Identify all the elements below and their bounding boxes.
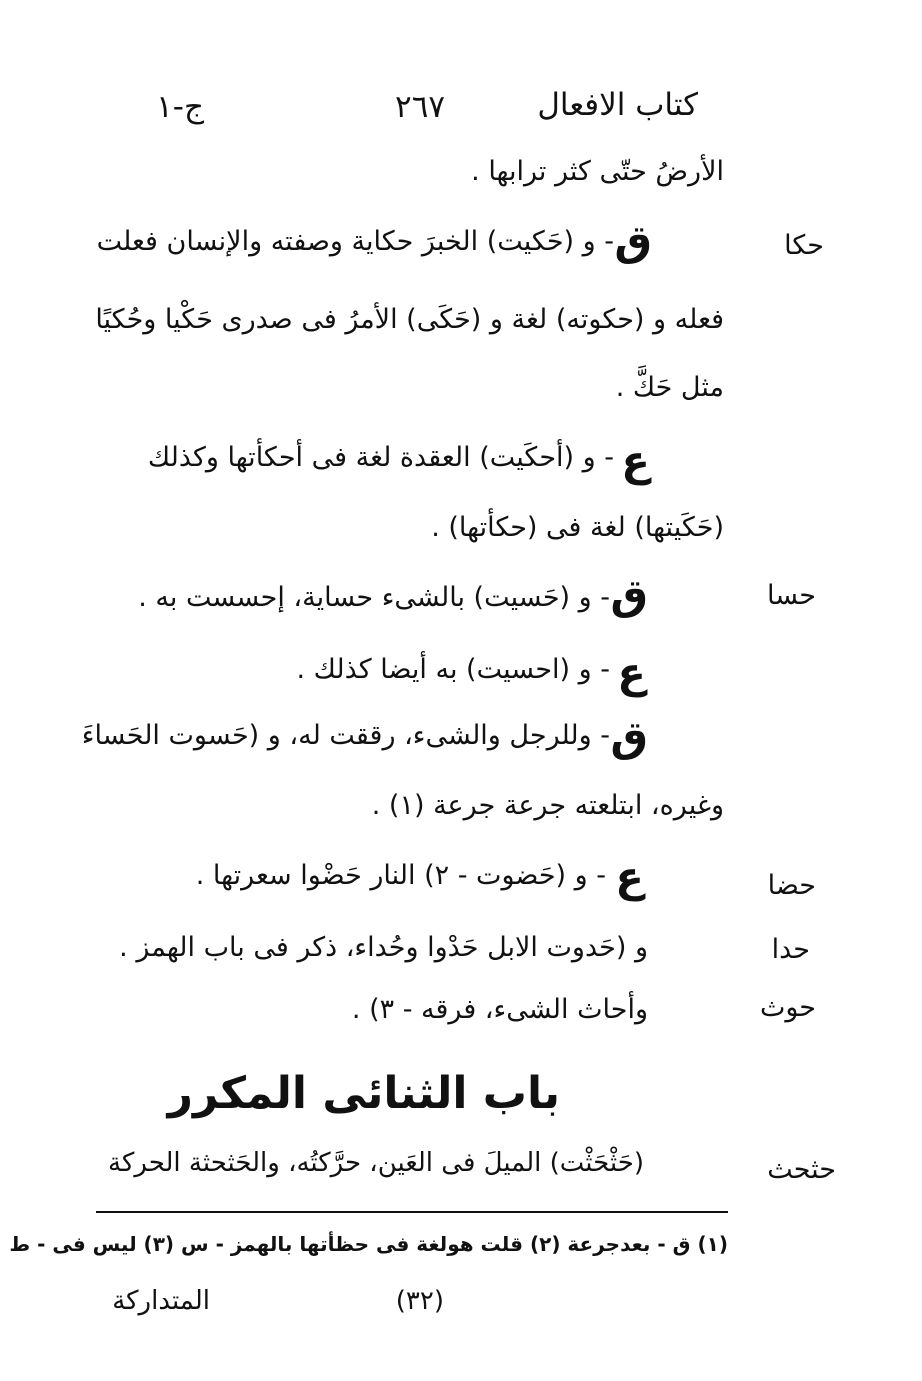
footer-label: المتداركة: [112, 1286, 210, 1316]
entry-root: حسا: [766, 580, 816, 611]
footnote: (١) ق - بعدجرعة (٢) قلت هولغة فى حظأتها بالهمز - س (٣) ليس فى - ط: [9, 1232, 728, 1256]
entry-root: حكا: [784, 230, 824, 261]
text-line: - وللرجل والشىء، رققت له، و (حَسوت الحَساءَ: [81, 720, 610, 751]
text-line: - و (حَضوت - ٢) النار حَضْوا سعرتها .: [195, 860, 606, 891]
entry-root: حثحث: [767, 1154, 836, 1185]
footnote-divider: [96, 1211, 728, 1213]
text-line: - و (حَكيت) الخبرَ حكاية وصفته والإنسان فعلت: [96, 226, 614, 257]
text-line: فعله و (حكوته) لغة و (حَكَى) الأمرُ فى صدرى حَكْيا وحُكيًا: [95, 304, 724, 335]
entry-root: حدا: [771, 934, 810, 965]
section-title: باب الثنائى المكرر: [167, 1068, 560, 1119]
text-line: - و (حَسيت) بالشىء حساية، إحسست به .: [138, 582, 610, 613]
text-line: - و (احسيت) به أيضا كذلك .: [296, 654, 610, 685]
source-marker: ق: [614, 216, 652, 265]
source-marker: ق: [610, 712, 648, 761]
text-line: وأحاث الشىء، فرقه - ٣) .: [351, 994, 648, 1025]
footer-sheet-number: (٣٢): [395, 1286, 444, 1316]
entry-root: حوث: [759, 992, 816, 1023]
source-marker: ع: [617, 648, 646, 697]
source-marker: ع: [615, 852, 644, 901]
header-page-number: ٢٦٧: [395, 89, 445, 125]
source-marker: ع: [621, 436, 650, 485]
source-marker: ق: [610, 570, 648, 619]
text-line: - و (أحكَيت) العقدة لغة فى أحكأتها وكذلك: [147, 442, 614, 473]
header-volume: ج-١: [156, 89, 204, 125]
text-line: مثل حَكَّ .: [615, 372, 724, 403]
text-line: وغيره، ابتلعته جرعة جرعة (١) .: [371, 790, 724, 821]
entry-root: حضا: [767, 870, 816, 901]
header-book-title: كتاب الافعال: [537, 87, 698, 123]
text-line: الأرضُ حتّى كثر ترابها .: [471, 156, 724, 187]
text-line: (حَثْحَثْت) الميلَ فى العَين، حرَّكتُه، والحَثحثة الحركة: [108, 1148, 644, 1178]
text-line: (حَكَيتها) لغة فى (حكأتها) .: [431, 512, 724, 543]
text-line: و (حَدوت الابل حَدْوا وحُداء، ذكر فى باب الهمز .: [119, 932, 648, 963]
